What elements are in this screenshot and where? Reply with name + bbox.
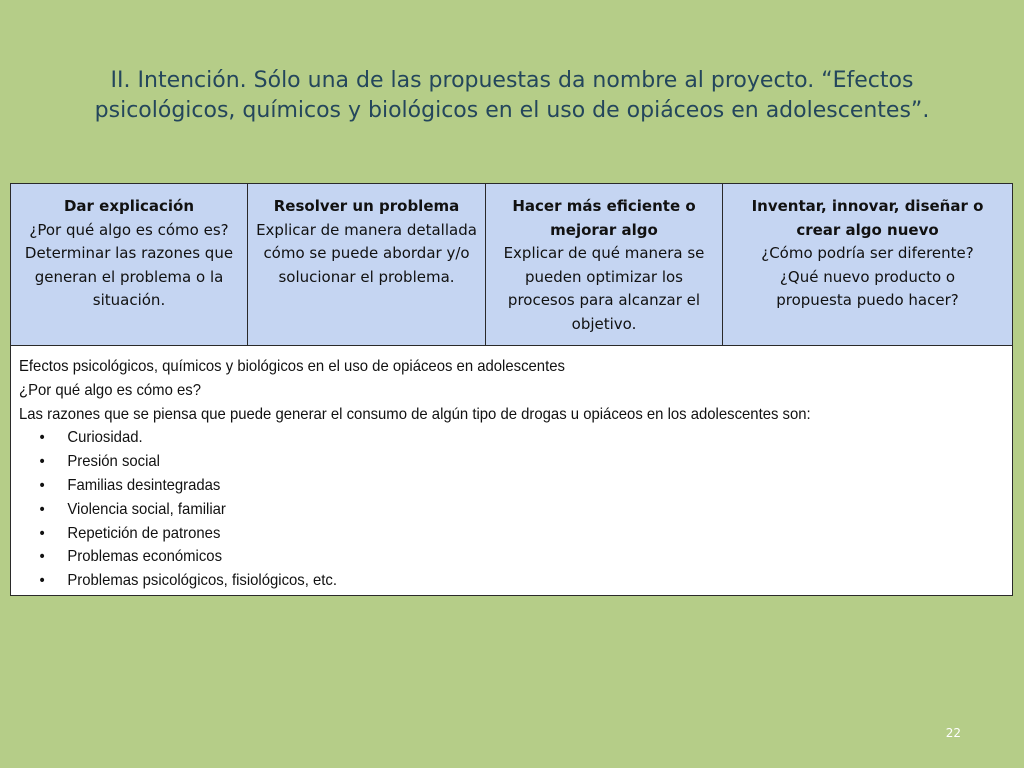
project-description [11, 346, 1013, 596]
slide-title: II. Intención. Sólo una de las propuestas da nombre al proyecto. “Efectos psicológicos, químicos y biológicos en el uso de opiáceos en adolescentes”. [94, 68, 930, 123]
list-item [19, 474, 935, 498]
list-item-text: Curiosidad. [67, 429, 143, 447]
column-description: Explicar de manera detallada cómo se puede abordar y/o solucionar el problema. [256, 220, 477, 286]
column-invent [723, 184, 1013, 346]
project-question: ¿Por qué algo es cómo es? [19, 381, 201, 399]
project-reasons-intro: Las razones que se piensa que puede generar el consumo de algún tipo de drogas u opiáceos en los adolescentes son: [19, 405, 811, 423]
bullet-icon: • [39, 524, 45, 542]
list-item [19, 498, 935, 522]
list-item-text: Repetición de patrones [67, 524, 221, 542]
reasons-list [19, 426, 1004, 593]
bullet-icon: • [39, 453, 45, 471]
column-header: Hacer más eficiente o mejorar algo [512, 197, 696, 239]
list-item [19, 450, 935, 474]
list-item [19, 522, 935, 546]
bullet-icon: • [39, 476, 45, 494]
list-item [19, 426, 935, 450]
project-title: Efectos psicológicos, químicos y biológicos en el uso de opiáceos en adolescentes [19, 358, 565, 375]
list-item-text: Presión social [67, 453, 160, 471]
bullet-icon: • [39, 429, 45, 447]
list-item-text: Violencia social, familiar [67, 500, 226, 518]
column-description: ¿Cómo podría ser diferente? ¿Qué nuevo producto o propuesta puedo hacer? [761, 244, 974, 309]
list-item-text: Familias desintegradas [67, 476, 221, 494]
list-item-text: Problemas económicos [67, 548, 223, 566]
bullet-icon: • [39, 548, 45, 566]
column-header: Inventar, innovar, diseñar o crear algo nuevo [751, 197, 984, 239]
column-header: Dar explicación [63, 197, 195, 215]
intention-table [10, 183, 1013, 596]
column-explain [11, 184, 248, 346]
bullet-icon: • [39, 500, 45, 518]
body-row [11, 346, 1013, 596]
column-description: ¿Por qué algo es cómo es? Determinar las razones que generan el problema o la situación. [24, 220, 234, 309]
list-item [19, 569, 935, 593]
bullet-icon: • [39, 572, 45, 590]
column-solve [248, 184, 486, 346]
list-item [19, 545, 935, 569]
column-improve [486, 184, 723, 346]
header-row [11, 184, 1013, 346]
list-item-text: Problemas psicológicos, fisiológicos, etc. [67, 572, 337, 590]
column-header: Resolver un problema [273, 197, 460, 215]
page-number: 22 [945, 726, 961, 740]
column-description: Explicar de qué manera se pueden optimizar los procesos para alcanzar el objetivo. [503, 244, 705, 333]
